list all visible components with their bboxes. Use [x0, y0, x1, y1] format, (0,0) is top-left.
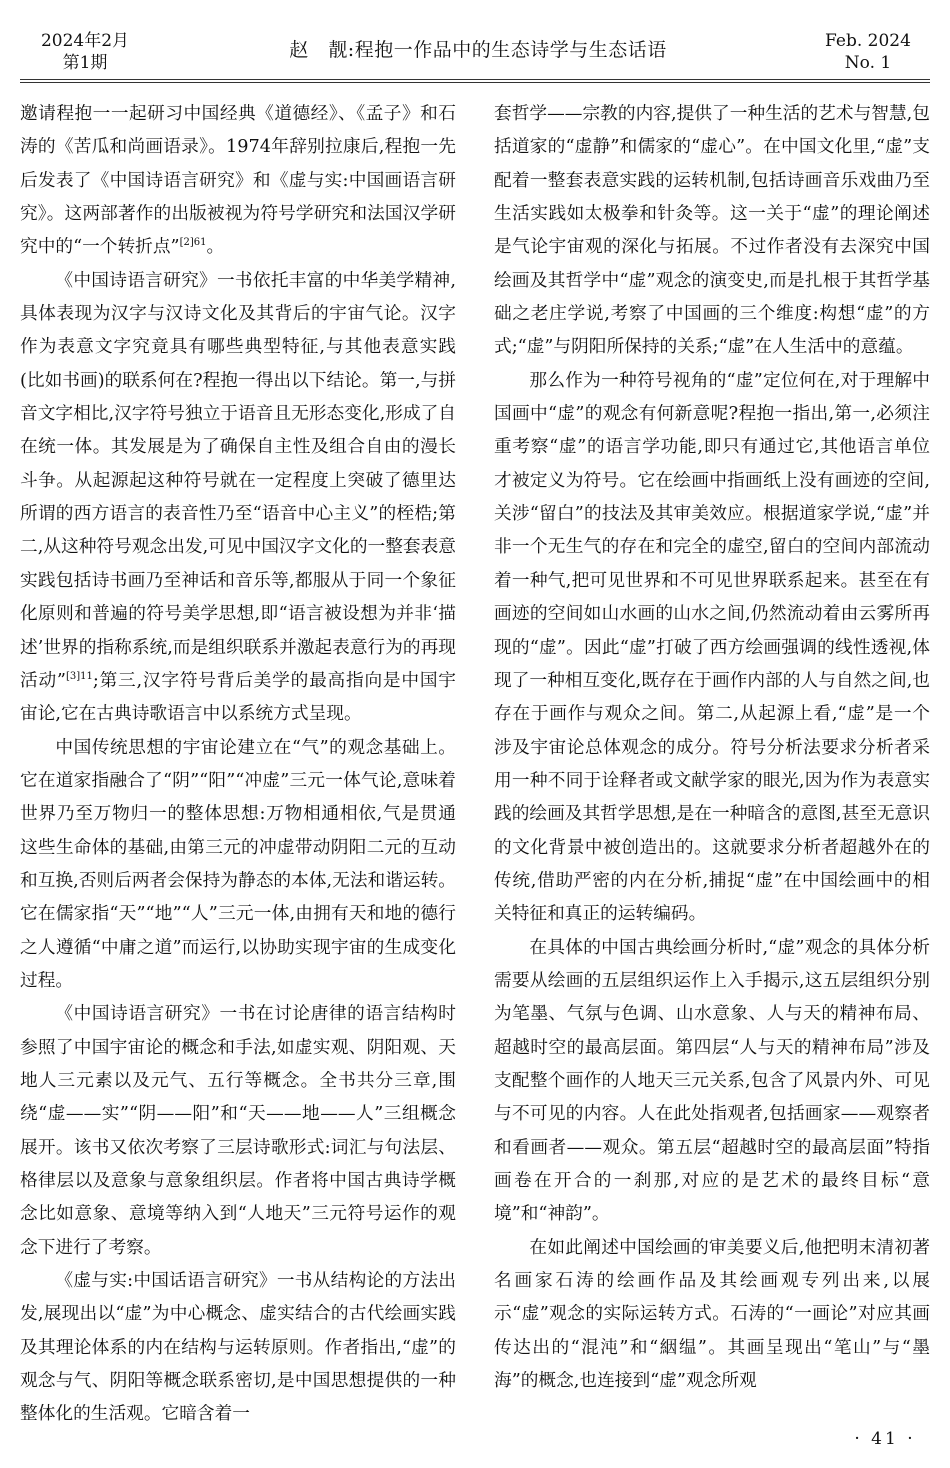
header-issue-cn: 第1期 — [62, 53, 108, 73]
citation: [2]61 — [179, 237, 207, 249]
paragraph: 《中国诗语言研究》一书依托丰富的中华美学精神,具体表现为汉字与汉诗文化及其背后的宇宙气论。汉字作为表意文字究竟具有哪些典型特征,与其他表意实践(比如书画)的联系何在?程抱一得出以下结论。第一,与拼音文字相比,汉字符号独立于语音且无形态变化,形成了自在统一体。其发展是为了确保自主性及组合自由的漫长斗争。从起源起这种符号就在一定程度上突破了德里达所谓的西方语言的表音性乃至“语音中心主义”的桎梏;第二,从这种符号观念出发,可见中国汉字文化的一整套表意实践包括诗书画乃至神话和音乐等,都服从于同一个象征化原则和普遍的符号美学思想,即“语言被设想为并非‘描述’世界的指称系统,而是组织联系并激起表意行为的再现活动”$^{[3]11}$;第三,汉字符号背后美学的最高指向是中国宇宙论,它在古典诗歌语言中以系统方式呈现。 — [20, 270, 456, 725]
header-date-en: Feb. 2024 — [825, 31, 911, 51]
paragraph: 中国传统思想的宇宙论建立在“气”的观念基础上。它在道家指融合了“阴”“阳”“冲虚”三元一体气论,意味着世界乃至万物归一的整体思想:万物相通相依,气是贯通这些生命体的基础,由第三元的冲虚带动阴阳二元的互动和互换,否则后两者会保持为静态的本体,无法和谐运转。它在儒家指“天”“地”“人”三元一体,由拥有天和地的德行之人遵循“中庸之道”而运行,以协助实现宇宙的生成变化过程。 — [20, 737, 456, 991]
right-column — [494, 98, 930, 1398]
header-rule-top — [20, 79, 930, 80]
left-column — [20, 98, 456, 1432]
citation: [3]11 — [65, 670, 93, 682]
page-number: · 41 · — [854, 1429, 916, 1449]
paragraph: 在如此阐述中国绘画的审美要义后,他把明末清初著名画家石涛的绘画作品及其绘画观专列出来,以展示“虚”观念的实际运转方式。石涛的“一画论”对应其画传达出的“混沌”和“絪缊”。其画呈现出“笔山”与“墨海”的概念,也连接到“虚”观念所观 — [494, 1237, 930, 1392]
paragraph: 套哲学——宗教的内容,提供了一种生活的艺术与智慧,包括道家的“虚静”和儒家的“虚心”。在中国文化里,“虚”支配着一整套表意实践的运转机制,包括诗画音乐戏曲乃至生活实践如太极拳和针灸等。这一关于“虚”的理论阐述是气论宇宙观的深化与拓展。不过作者没有去深究中国绘画及其哲学中“虚”观念的演变史,而是扎根于其哲学基础之老庄学说,考察了中国画的三个维度:构想“虚”的方式;“虚”与阴阳所保持的关系;“虚”在人生活中的意蕴。 — [494, 104, 930, 358]
header-date-cn: 2024年2月 — [40, 31, 130, 51]
header-rule-bottom — [20, 82, 930, 83]
header-right — [816, 30, 920, 74]
header-issue-en: No. 1 — [844, 53, 892, 73]
paragraph: 那么作为一种符号视角的“虚”定位何在,对于理解中国画中“虚”的观念有何新意呢?程抱一指出,第一,必须注重考察“虚”的语言学功能,即只有通过它,其他语言单位才被定义为符号。它在绘画中指画纸上没有画迹的空间,关涉“留白”的技法及其审美效应。根据道家学说,“虚”并非一个无生气的存在和完全的虚空,留白的空间内部流动着一种气,把可见世界和不可见世界联系起来。甚至在有画迹的空间如山水画的山水之间,仍然流动着由云雾所再现的“虚”。因此“虚”打破了西方绘画强调的线性透视,体现了一种相互变化,既存在于画作内部的人与自然之间,也存在于画作与观众之间。第二,从起源上看,“虚”是一个涉及宇宙论总体观念的成分。符号分析法要求分析者采用一种不同于诠释者或文献学家的眼光,因为作为表意实践的绘画及其哲学思想,是在一种暗含的意图,甚至无意识的文化背景中被创造出的。这就要求分析者超越外在的传统,借助严密的内在分析,捕捉“虚”在中国绘画中的相关特征和真正的运转编码。 — [494, 370, 930, 925]
header-left — [30, 30, 140, 74]
paragraph: 在具体的中国古典绘画分析时,“虚”观念的具体分析需要从绘画的五层组织运作上入手揭示,这五层组织分别为笔墨、气氛与色调、山水意象、人与天的精神布局、超越时空的最高层面。第四层“人与天的精神布局”涉及支配整个画作的人地天三元关系,包含了风景内外、可见与不可见的内容。人在此处指观者,包括画家——观察者和看画者——观众。第五层“超越时空的最高层面”特指画卷在开合的一刹那,对应的是艺术的最终目标“意境”和“神韵”。 — [494, 937, 930, 1225]
running-title: 赵 靓:程抱一作品中的生态诗学与生态话语 — [289, 39, 667, 61]
paragraph: 邀请程抱一一起研习中国经典《道德经》、《孟子》和石涛的《苦瓜和尚画语录》。1974年辞别拉康后,程抱一先后发表了《中国诗语言研究》和《虚与实:中国画语言研究》。这两部著作的出版被视为符号学研究和法国汉学研究中的“一个转折点”$^{[2]61}$。 — [20, 104, 456, 258]
paragraph: 《虚与实:中国话语言研究》一书从结构论的方法出发,展现出以“虚”为中心概念、虚实结合的古代绘画实践及其理论体系的内在结构与运转原则。作者指出,“虚”的观念与气、阴阳等概念联系密切,是中国思想提供的一种整体化的生活观。它暗含着一 — [20, 1271, 456, 1425]
paragraph: 《中国诗语言研究》一书在讨论唐律的语言结构时参照了中国宇宙论的概念和手法,如虚实观、阴阳观、天地人三元素以及元气、五行等概念。全书共分三章,围绕“虚——实”“阴——阳”和“天——地——人”三组概念展开。该书又依次考察了三层诗歌形式:词汇与句法层、格律层以及意象与意象组织层。作者将中国古典诗学概念比如意象、意境等纳入到“人地天”三元符号运作的观念下进行了考察。 — [20, 1004, 456, 1258]
